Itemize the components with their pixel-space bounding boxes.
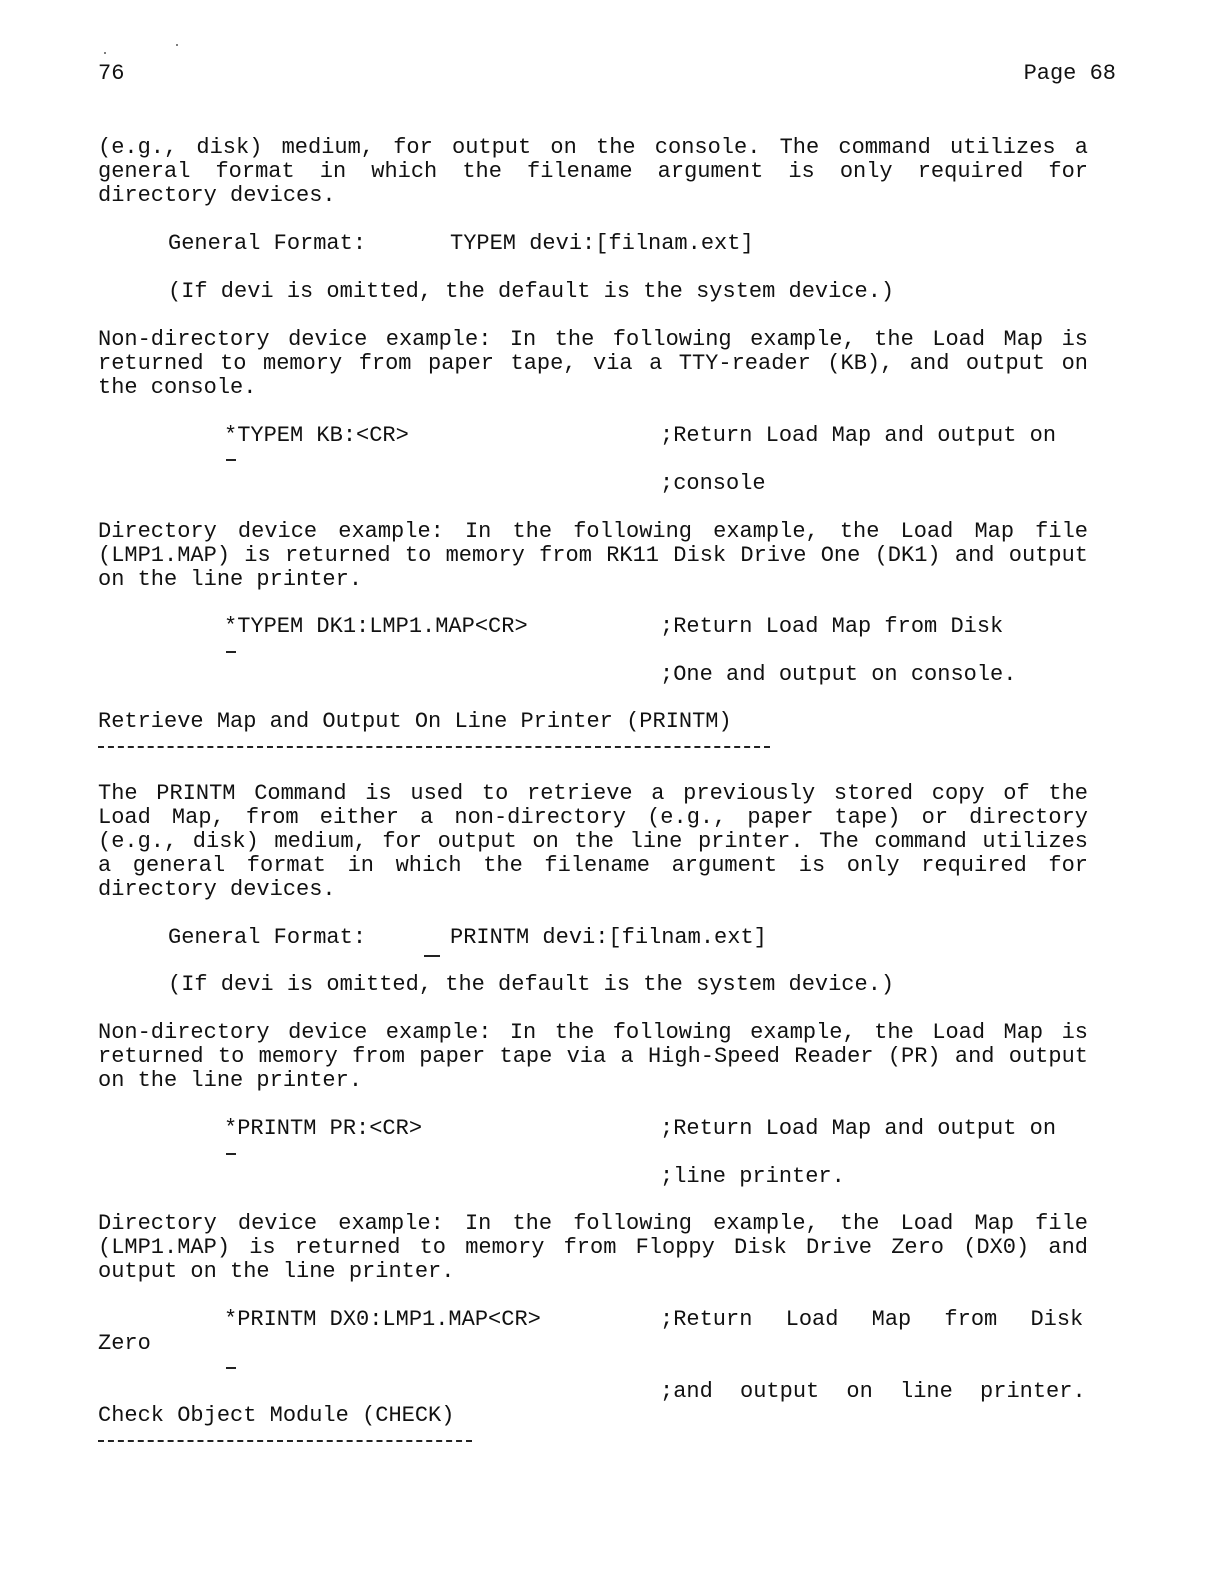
- typem-format-label: General Format:: [168, 231, 367, 256]
- scan-speck: [104, 52, 106, 54]
- check-heading-underline: [98, 1440, 472, 1442]
- typem-directory-example: Directory device example: In the following example, the Load Map file (LMP1.MAP) is returned to memory from RK11 Disk Drive One (DK1) and output on the line printer.: [98, 519, 1088, 592]
- printm-format-value: PRINTM devi:[filnam.ext]: [450, 925, 767, 950]
- page-number-right: Page 68: [1023, 61, 1116, 86]
- printm-intro-paragraph: The PRINTM Command is used to retrieve a previously stored copy of the Load Map, from either a non-directory (e.g., paper tape) or directory (e.g., disk) medium, for output on the line printer. The command utilizes a general format in which the filename argument is only required for directory devices.: [98, 781, 1088, 902]
- printm-example2-comment-cont: ;and output on line printer.: [660, 1379, 1086, 1404]
- printm-format-label: General Format:: [168, 925, 367, 950]
- typem-format-value: TYPEM devi:[filnam.ext]: [450, 231, 754, 256]
- typem-example2-comment: ;Return Load Map from Disk: [660, 614, 1004, 639]
- printm-example2-comment: ;Return Load Map from Disk: [660, 1307, 1084, 1332]
- printm-example2-wrap: Zero: [98, 1331, 151, 1356]
- typem-nondirectory-example: Non-directory device example: In the following example, the Load Map is returned to memory from paper tape, via a TTY-reader (KB), and output on the console.: [98, 327, 1088, 400]
- dash-mark: [424, 955, 440, 957]
- dash-mark: [226, 459, 236, 461]
- dash-mark: [226, 1153, 236, 1155]
- check-section-heading: Check Object Module (CHECK): [98, 1403, 455, 1428]
- page-number-left: 76: [98, 61, 125, 86]
- typem-example2-comment-cont: ;One and output on console.: [660, 662, 1017, 687]
- printm-default-note: (If devi is omitted, the default is the system device.): [168, 972, 895, 997]
- printm-directory-example: Directory device example: In the following example, the Load Map file (LMP1.MAP) is returned to memory from Floppy Disk Drive Zero (DX0) and output on the line printer.: [98, 1211, 1088, 1284]
- typem-example1-comment: ;Return Load Map and output on: [660, 423, 1057, 448]
- typem-intro-paragraph: (e.g., disk) medium, for output on the console. The command utilizes a general format in which the filename argument is only required for directory devices.: [98, 135, 1088, 208]
- printm-example1-comment-cont: ;line printer.: [660, 1164, 845, 1189]
- printm-example1-comment: ;Return Load Map and output on: [660, 1116, 1057, 1141]
- printm-heading-underline: [98, 746, 770, 748]
- typem-example2-command: *TYPEM DK1:LMP1.MAP<CR>: [224, 614, 528, 639]
- typem-default-note: (If devi is omitted, the default is the system device.): [168, 279, 895, 304]
- printm-example2-command: *PRINTM DX0:LMP1.MAP<CR>: [224, 1307, 541, 1332]
- scan-speck: [176, 44, 178, 46]
- printm-nondirectory-example: Non-directory device example: In the following example, the Load Map is returned to memory from paper tape via a High-Speed Reader (PR) and output on the line printer.: [98, 1020, 1088, 1093]
- typem-example1-comment-cont: ;console: [660, 471, 766, 496]
- typem-example1-command: *TYPEM KB:<CR>: [224, 423, 409, 448]
- printm-section-heading: Retrieve Map and Output On Line Printer (PRINTM): [98, 709, 732, 734]
- dash-mark: [226, 1367, 236, 1369]
- printm-example1-command: *PRINTM PR:<CR>: [224, 1116, 423, 1141]
- dash-mark: [226, 651, 236, 653]
